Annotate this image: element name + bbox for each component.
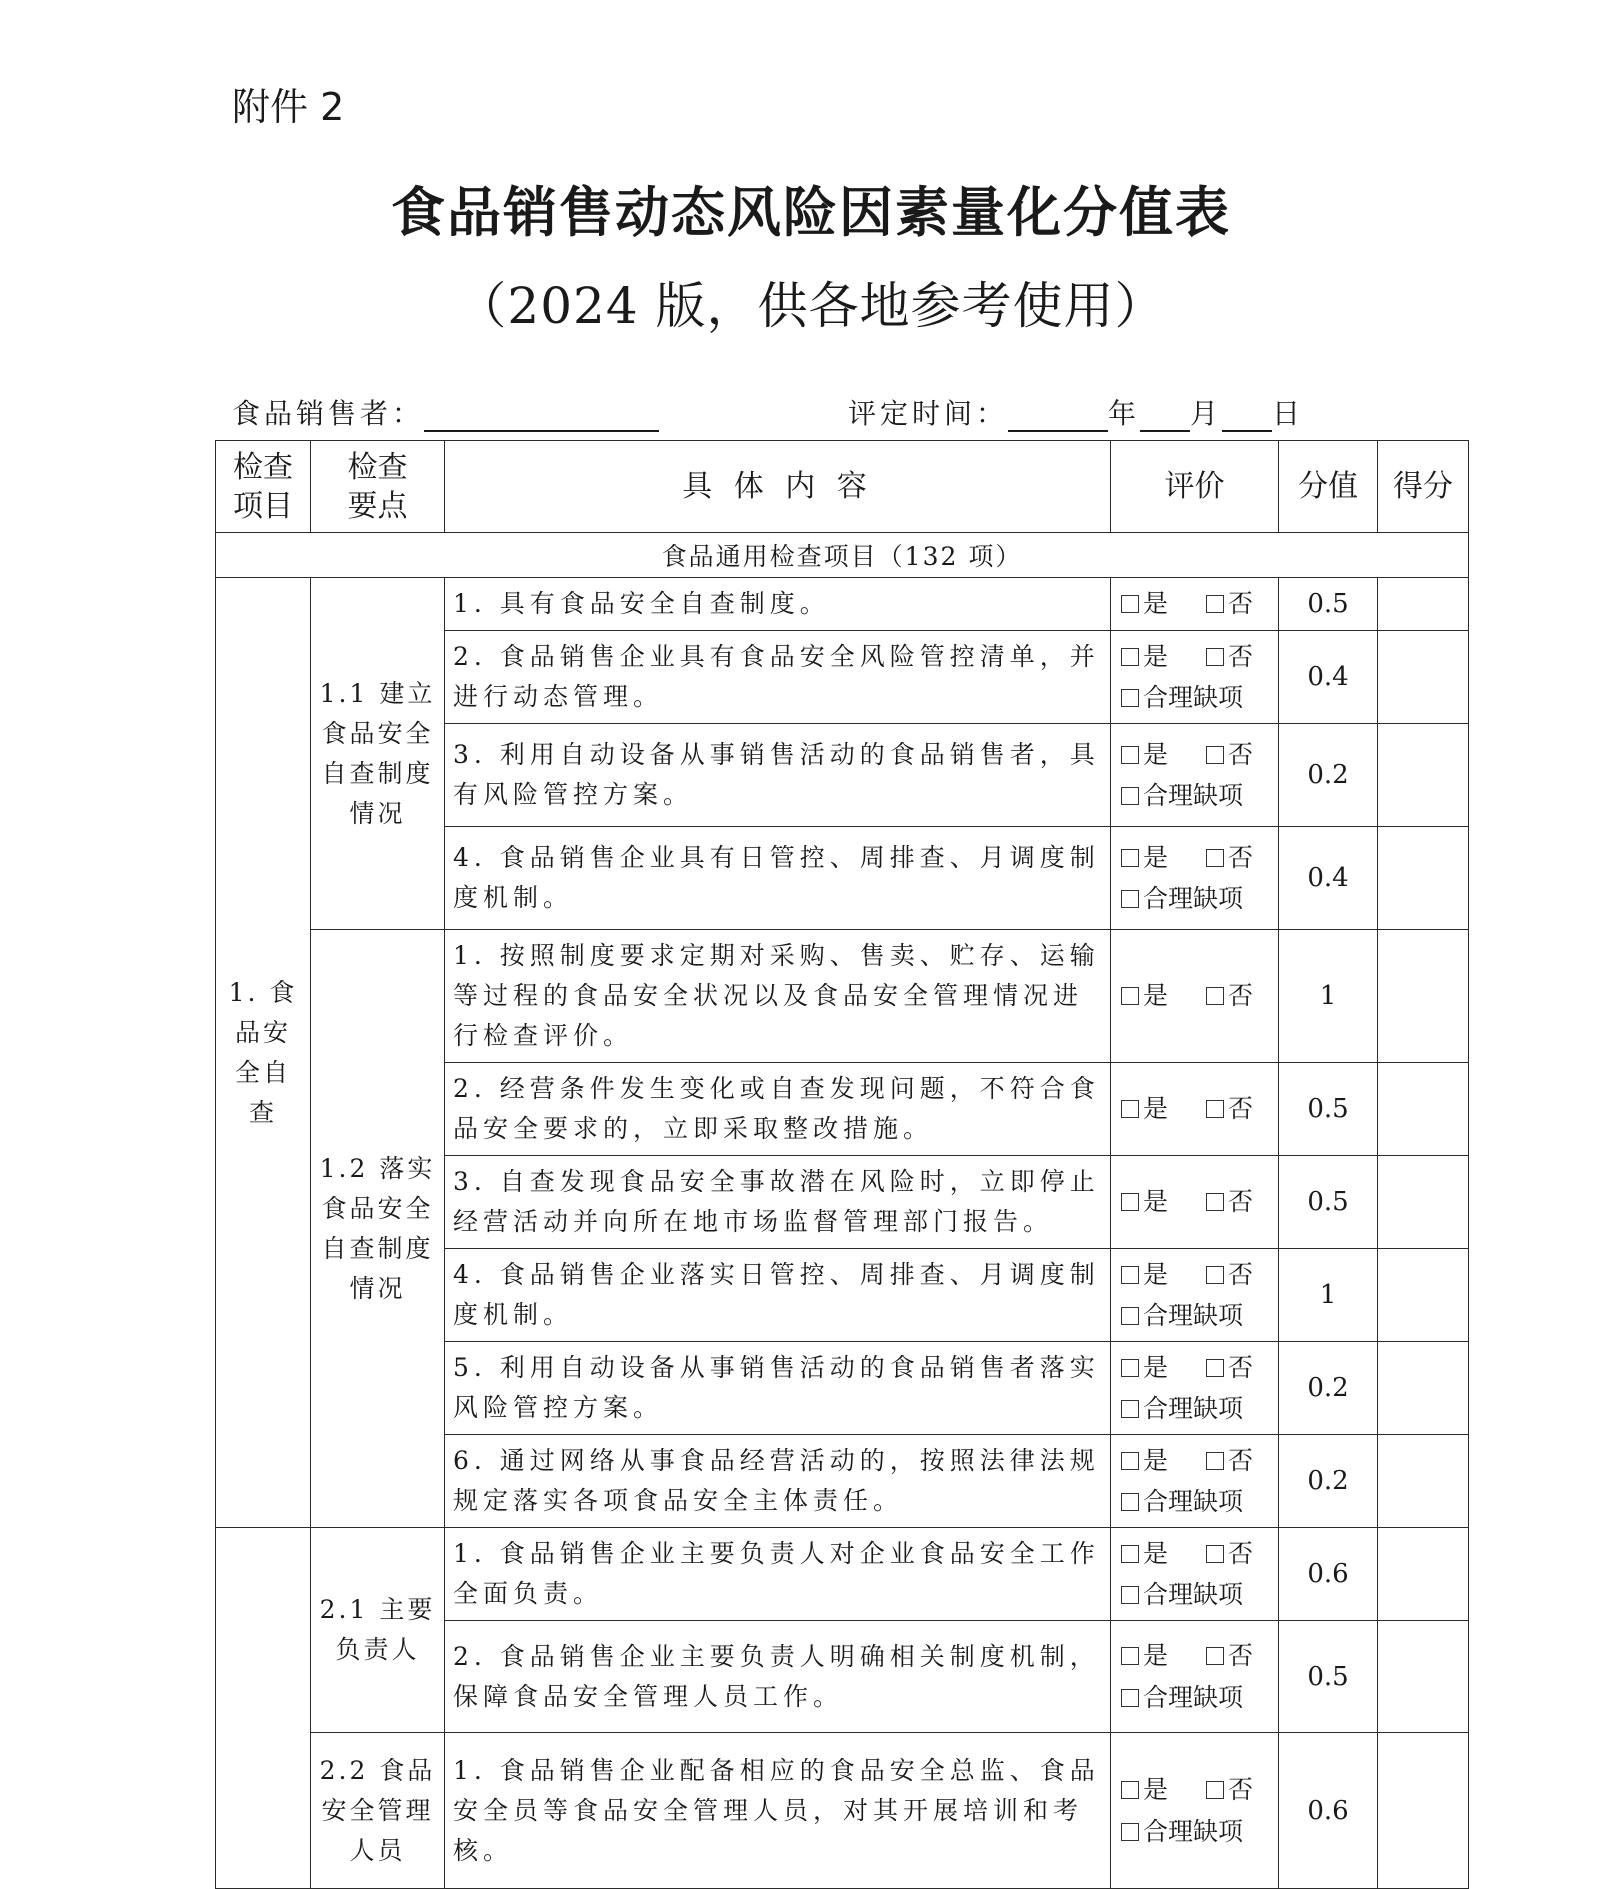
content-cell: 5. 利用自动设备从事销售活动的食品销售者落实风险管控方案。	[445, 1342, 1111, 1435]
got-score-cell[interactable]	[1378, 1621, 1469, 1733]
content-cell: 1. 按照制度要求定期对采购、售卖、贮存、运输等过程的食品安全状况以及食品安全管理情况进行检查评价。	[445, 930, 1111, 1063]
check-point: 1.1 建立食品安全自查制度情况	[311, 578, 445, 930]
checkbox-icon[interactable]	[1121, 987, 1139, 1005]
option-no[interactable]	[1206, 1254, 1253, 1295]
option-no[interactable]	[1206, 1088, 1253, 1129]
evaluation-cell	[1111, 1342, 1279, 1435]
got-score-cell[interactable]	[1378, 631, 1469, 724]
option-reasonable-label: 合理缺项	[1143, 683, 1244, 712]
option-no[interactable]	[1206, 583, 1253, 624]
checkbox-icon[interactable]	[1121, 849, 1139, 867]
date-field	[848, 392, 1304, 432]
seller-label: 食品销售者：	[232, 397, 425, 430]
evaluation-cell	[1111, 578, 1279, 631]
checkbox-icon[interactable]	[1121, 1647, 1139, 1665]
got-score-cell[interactable]	[1378, 1528, 1469, 1621]
evaluation-cell	[1111, 1435, 1279, 1528]
option-no-label: 否	[1228, 1187, 1254, 1217]
option-yes[interactable]	[1121, 1635, 1168, 1676]
checkbox-icon[interactable]	[1121, 1359, 1139, 1377]
score-cell: 0.5	[1279, 1063, 1378, 1156]
checkbox-icon[interactable]	[1121, 689, 1139, 707]
content-cell: 1. 食品销售企业配备相应的食品安全总监、食品安全员等食品安全管理人员，对其开展培训和考核。	[445, 1733, 1111, 1889]
option-no[interactable]	[1206, 636, 1253, 677]
checkbox-icon[interactable]	[1206, 648, 1224, 666]
check-item	[216, 1528, 311, 1889]
got-score-cell[interactable]	[1378, 930, 1469, 1063]
checkbox-icon[interactable]	[1206, 1452, 1224, 1470]
evaluation-cell	[1111, 1156, 1279, 1249]
content-cell: 4. 食品销售企业落实日管控、周排查、月调度制度机制。	[445, 1249, 1111, 1342]
table-row	[216, 930, 1469, 1063]
option-no-label: 否	[1228, 1641, 1254, 1671]
option-yes-label: 是	[1143, 1187, 1169, 1217]
got-score-cell[interactable]	[1378, 1156, 1469, 1249]
content-cell: 2. 食品销售企业主要负责人明确相关制度机制，保障食品安全管理人员工作。	[445, 1621, 1111, 1733]
checkbox-icon[interactable]	[1206, 1100, 1224, 1118]
option-no[interactable]	[1206, 734, 1253, 775]
checkbox-icon[interactable]	[1121, 787, 1139, 805]
checkbox-icon[interactable]	[1121, 1781, 1139, 1799]
header-eval: 评价	[1111, 441, 1279, 533]
option-reasonable[interactable]	[1121, 775, 1243, 816]
attachment-label: 附件 2	[232, 85, 345, 129]
option-yes-label: 是	[1143, 1259, 1169, 1289]
checkbox-icon[interactable]	[1206, 1545, 1224, 1563]
option-reasonable[interactable]	[1121, 1481, 1243, 1522]
got-score-cell[interactable]	[1378, 724, 1469, 827]
option-reasonable-label: 合理缺项	[1143, 1301, 1244, 1330]
evaluation-cell	[1111, 930, 1279, 1063]
checkbox-icon[interactable]	[1206, 849, 1224, 867]
score-cell: 0.5	[1279, 1156, 1378, 1249]
score-cell: 0.6	[1279, 1733, 1378, 1889]
score-cell: 1	[1279, 1249, 1378, 1342]
content-cell: 6. 通过网络从事食品经营活动的，按照法律法规规定落实各项食品安全主体责任。	[445, 1435, 1111, 1528]
option-reasonable-label: 合理缺项	[1143, 1487, 1244, 1516]
option-reasonable[interactable]	[1121, 878, 1243, 919]
option-yes-label: 是	[1143, 842, 1169, 872]
checkbox-icon[interactable]	[1121, 1586, 1139, 1604]
checkbox-icon[interactable]	[1121, 1193, 1139, 1211]
evaluation-cell	[1111, 724, 1279, 827]
check-item: 1. 食品安全自查	[216, 578, 311, 1528]
option-yes-label: 是	[1143, 589, 1169, 619]
option-no[interactable]	[1206, 1181, 1253, 1222]
option-yes[interactable]	[1121, 975, 1168, 1016]
page-title: 食品销售动态风险因素量化分值表	[391, 180, 1231, 244]
option-no-label: 否	[1228, 1352, 1254, 1382]
content-cell: 1. 具有食品安全自查制度。	[445, 578, 1111, 631]
content-cell: 3. 利用自动设备从事销售活动的食品销售者，具有风险管控方案。	[445, 724, 1111, 827]
year-blank[interactable]	[1008, 400, 1108, 432]
option-yes-label: 是	[1143, 739, 1169, 769]
option-yes-label: 是	[1143, 1352, 1169, 1382]
checkbox-icon[interactable]	[1121, 1689, 1139, 1707]
seller-blank[interactable]	[424, 400, 659, 432]
checkbox-icon[interactable]	[1121, 1266, 1139, 1284]
score-cell: 0.2	[1279, 1435, 1378, 1528]
checkbox-icon[interactable]	[1121, 595, 1139, 613]
table-row	[216, 578, 1469, 631]
option-reasonable[interactable]	[1121, 677, 1243, 718]
option-no-label: 否	[1228, 589, 1254, 619]
option-yes-label: 是	[1143, 1641, 1169, 1671]
option-no[interactable]	[1206, 1769, 1253, 1810]
option-yes-label: 是	[1143, 1775, 1169, 1805]
checkbox-icon[interactable]	[1121, 1545, 1139, 1563]
year-label: 年	[1108, 397, 1141, 430]
option-yes[interactable]	[1121, 1533, 1168, 1574]
checkbox-icon[interactable]	[1206, 1193, 1224, 1211]
content-cell: 2. 食品销售企业具有食品安全风险管控清单，并进行动态管理。	[445, 631, 1111, 724]
option-reasonable[interactable]	[1121, 1677, 1243, 1718]
checkbox-icon[interactable]	[1206, 595, 1224, 613]
option-reasonable[interactable]	[1121, 1811, 1243, 1852]
score-cell: 0.5	[1279, 578, 1378, 631]
checkbox-icon[interactable]	[1121, 1452, 1139, 1470]
option-no[interactable]	[1206, 1440, 1253, 1481]
checkbox-icon[interactable]	[1121, 890, 1139, 908]
risk-score-table	[215, 440, 1469, 1889]
got-score-cell[interactable]	[1378, 827, 1469, 930]
checkbox-icon[interactable]	[1121, 746, 1139, 764]
check-point: 2.1 主要负责人	[311, 1528, 445, 1733]
option-yes[interactable]	[1121, 1440, 1168, 1481]
checkbox-icon[interactable]	[1121, 1100, 1139, 1118]
option-no[interactable]	[1206, 1635, 1253, 1676]
checkbox-icon[interactable]	[1206, 746, 1224, 764]
option-reasonable-label: 合理缺项	[1143, 1394, 1244, 1423]
option-no-label: 否	[1228, 981, 1254, 1011]
section-title: 食品通用检查项目（132 项）	[216, 533, 1469, 578]
option-yes-label: 是	[1143, 641, 1169, 671]
option-reasonable[interactable]	[1121, 1295, 1243, 1336]
option-no-label: 否	[1228, 1538, 1254, 1568]
content-cell: 2. 经营条件发生变化或自查发现问题，不符合食品安全要求的，立即采取整改措施。	[445, 1063, 1111, 1156]
option-no-label: 否	[1228, 1775, 1254, 1805]
seller-field	[232, 392, 659, 432]
option-yes[interactable]	[1121, 734, 1168, 775]
option-no-label: 否	[1228, 1259, 1254, 1289]
option-reasonable-label: 合理缺项	[1143, 781, 1244, 810]
option-yes[interactable]	[1121, 1769, 1168, 1810]
option-no[interactable]	[1206, 1347, 1253, 1388]
score-cell: 0.4	[1279, 827, 1378, 930]
evaluation-cell	[1111, 1063, 1279, 1156]
content-cell: 4. 食品销售企业具有日管控、周排查、月调度制度机制。	[445, 827, 1111, 930]
header-got: 得分	[1378, 441, 1469, 533]
option-reasonable-label: 合理缺项	[1143, 1580, 1244, 1609]
option-yes-label: 是	[1143, 1094, 1169, 1124]
check-point: 1.2 落实食品安全自查制度情况	[311, 930, 445, 1528]
evaluation-cell	[1111, 1621, 1279, 1733]
month-label: 月	[1190, 397, 1223, 430]
got-score-cell[interactable]	[1378, 1063, 1469, 1156]
header-content: 具 体 内 容	[445, 441, 1111, 533]
header-point: 检查要点	[311, 441, 445, 533]
score-cell: 0.2	[1279, 724, 1378, 827]
evaluation-cell	[1111, 1528, 1279, 1621]
date-label: 评定时间：	[848, 397, 1009, 430]
checkbox-icon[interactable]	[1206, 1359, 1224, 1377]
evaluation-cell	[1111, 631, 1279, 724]
option-no[interactable]	[1206, 975, 1253, 1016]
checkbox-icon[interactable]	[1206, 1647, 1224, 1665]
header-item: 检查项目	[216, 441, 311, 533]
content-cell: 3. 自查发现食品安全事故潜在风险时，立即停止经营活动并向所在地市场监督管理部门报告。	[445, 1156, 1111, 1249]
checkbox-icon[interactable]	[1121, 1823, 1139, 1841]
check-point: 2.2 食品安全管理人员	[311, 1733, 445, 1889]
option-reasonable[interactable]	[1121, 1574, 1243, 1615]
got-score-cell[interactable]	[1378, 1249, 1469, 1342]
option-yes[interactable]	[1121, 837, 1168, 878]
page-subtitle: （2024 版，供各地参考使用）	[456, 277, 1166, 335]
checkbox-icon[interactable]	[1121, 1307, 1139, 1325]
option-no[interactable]	[1206, 837, 1253, 878]
score-cell: 0.2	[1279, 1342, 1378, 1435]
option-no-label: 否	[1228, 1094, 1254, 1124]
checkbox-icon[interactable]	[1206, 1266, 1224, 1284]
day-label: 日	[1272, 397, 1305, 430]
option-reasonable-label: 合理缺项	[1143, 1682, 1244, 1712]
option-yes[interactable]	[1121, 1347, 1168, 1388]
got-score-cell[interactable]	[1378, 1435, 1469, 1528]
option-reasonable-label: 合理缺项	[1143, 1816, 1244, 1846]
option-yes[interactable]	[1121, 583, 1168, 624]
got-score-cell[interactable]	[1378, 578, 1469, 631]
table-row	[216, 1528, 1469, 1621]
option-yes-label: 是	[1143, 981, 1169, 1011]
option-yes[interactable]	[1121, 1088, 1168, 1129]
option-reasonable[interactable]	[1121, 1388, 1243, 1429]
content-cell: 1. 食品销售企业主要负责人对企业食品安全工作全面负责。	[445, 1528, 1111, 1621]
evaluation-cell	[1111, 827, 1279, 930]
score-cell: 1	[1279, 930, 1378, 1063]
option-yes[interactable]	[1121, 636, 1168, 677]
evaluation-cell	[1111, 1249, 1279, 1342]
option-no-label: 否	[1228, 739, 1254, 769]
checkbox-icon[interactable]	[1121, 648, 1139, 666]
checkbox-icon[interactable]	[1206, 1781, 1224, 1799]
checkbox-icon[interactable]	[1206, 987, 1224, 1005]
month-blank[interactable]	[1140, 400, 1190, 432]
header-score: 分值	[1279, 441, 1378, 533]
got-score-cell[interactable]	[1378, 1733, 1469, 1889]
option-no[interactable]	[1206, 1533, 1253, 1574]
option-yes-label: 是	[1143, 1445, 1169, 1475]
option-no-label: 否	[1228, 842, 1254, 872]
score-cell: 0.4	[1279, 631, 1378, 724]
option-reasonable-label: 合理缺项	[1143, 884, 1244, 913]
evaluation-cell	[1111, 1733, 1279, 1889]
option-yes[interactable]	[1121, 1254, 1168, 1295]
got-score-cell[interactable]	[1378, 1342, 1469, 1435]
checkbox-icon[interactable]	[1121, 1493, 1139, 1511]
score-cell: 0.6	[1279, 1528, 1378, 1621]
option-no-label: 否	[1228, 641, 1254, 671]
checkbox-icon[interactable]	[1121, 1400, 1139, 1418]
table-row	[216, 1733, 1469, 1889]
option-yes[interactable]	[1121, 1181, 1168, 1222]
option-yes-label: 是	[1143, 1538, 1169, 1568]
day-blank[interactable]	[1222, 400, 1272, 432]
option-no-label: 否	[1228, 1445, 1254, 1475]
score-cell: 0.5	[1279, 1621, 1378, 1733]
